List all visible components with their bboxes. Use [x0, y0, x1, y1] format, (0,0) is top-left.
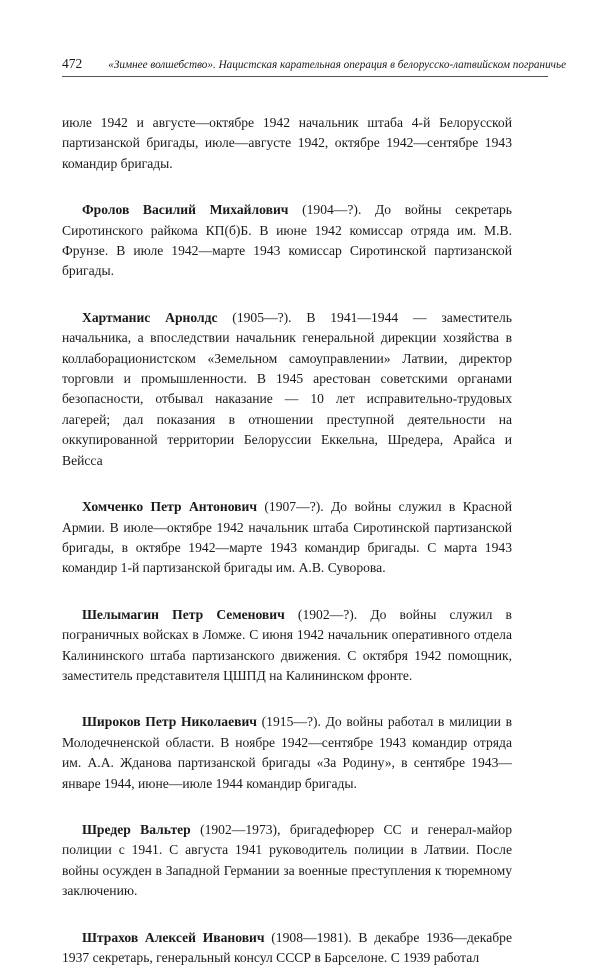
entry-text: (1907—?). До войны служил в Красной Армии. В июле—октябре 1942 начальник штаба Сиротинской партизанской бригады, в октябре 1942—марте 1943 командир бригады. С марта 1943 командир 1-й партизанской бригады им. А.В. Суворова. [62, 499, 512, 576]
continuation-paragraph: июле 1942 и августе—октябре 1942 начальник штаба 4-й Белорусской партизанской бригады, июле—августе 1942, октябре 1942—сентябре 1943 командир бригады. [62, 115, 512, 171]
entry-name: Хомченко Петр Антонович [82, 499, 258, 515]
header-rule [62, 76, 548, 77]
page-body [62, 113, 512, 968]
entry-shelymagin [62, 605, 512, 687]
entry-frolov [62, 200, 512, 282]
entry-text: (1904—?). До войны секретарь Сиротинского райкома КП(б)Б. В июне 1942 комиссар отряда им. М.В. Фрунзе. В июле 1942—марте 1943 комиссар Сиротинской партизанской бригады. [62, 202, 512, 279]
page-header [62, 56, 567, 72]
entry-text: (1908—1981). В декабре 1936—декабре 1937 секретарь, генеральный консул СССР в Барселоне. С 1939 работал [62, 929, 512, 965]
entry-name: Шелымагин Петр Семенович [82, 606, 285, 622]
entry-text: (1902—?). До войны служил в пограничных войсках в Ломже. С июня 1942 начальник оперативного отдела Калининского штаба партизанского движения. С октября 1942 помощник, заместитель представителя ЦШПД на Калининском фронте. [62, 606, 512, 683]
entry-name: Хартманис Арнолдс [82, 309, 218, 325]
entry-text: (1902—1973), бригадефюрер СС и генерал-майор полиции с 1941. С августа 1941 руководитель полиции в Латвии. После войны осужден в Западной Германии за военные преступления к тюремному заключению. [62, 821, 512, 899]
entry-khomchenko [62, 497, 512, 579]
page-number: 472 [62, 56, 83, 71]
entry-name: Широков Петр Николаевич [82, 714, 257, 730]
entry-shirokov [62, 712, 512, 794]
running-title: «Зимнее волшебство». Нацистская карательная операция в белорусско-латвийском пограничье [108, 59, 567, 71]
entry-name: Штрахов Алексей Иванович [82, 929, 265, 945]
entry-shreder [62, 820, 512, 902]
entry-name: Фролов Василий Михайлович [82, 202, 289, 218]
entry-text: (1905—?). В 1941—1944 — заместитель начальника, а впоследствии начальник генеральной дирекции хозяйства в коллаборационистском «Земельном самоуправлении» Латвии, директор торговли и промышленности. В 1945 арестован советскими органами безопасности, отбывал наказание — 10 лет исправительно-трудовых лагерей; дал показания в отношении преступной деятельности на оккупированной территории Белоруссии Еккельна, Шредера, Арайса и Вейсса [62, 309, 512, 468]
entry-shtrakhov [62, 928, 512, 968]
entry-hartmanis [62, 308, 512, 471]
entry-text: (1915—?). До войны работал в милиции в Молодечненской области. В ноябре 1942—сентябре 1943 командир отряда им. А.А. Жданова партизанской бригады «За Родину», в сентябре 1943—январе 1944, июне—июле 1944 командир бригады. [62, 714, 512, 791]
entry-name: Шредер Вальтер [82, 821, 191, 837]
